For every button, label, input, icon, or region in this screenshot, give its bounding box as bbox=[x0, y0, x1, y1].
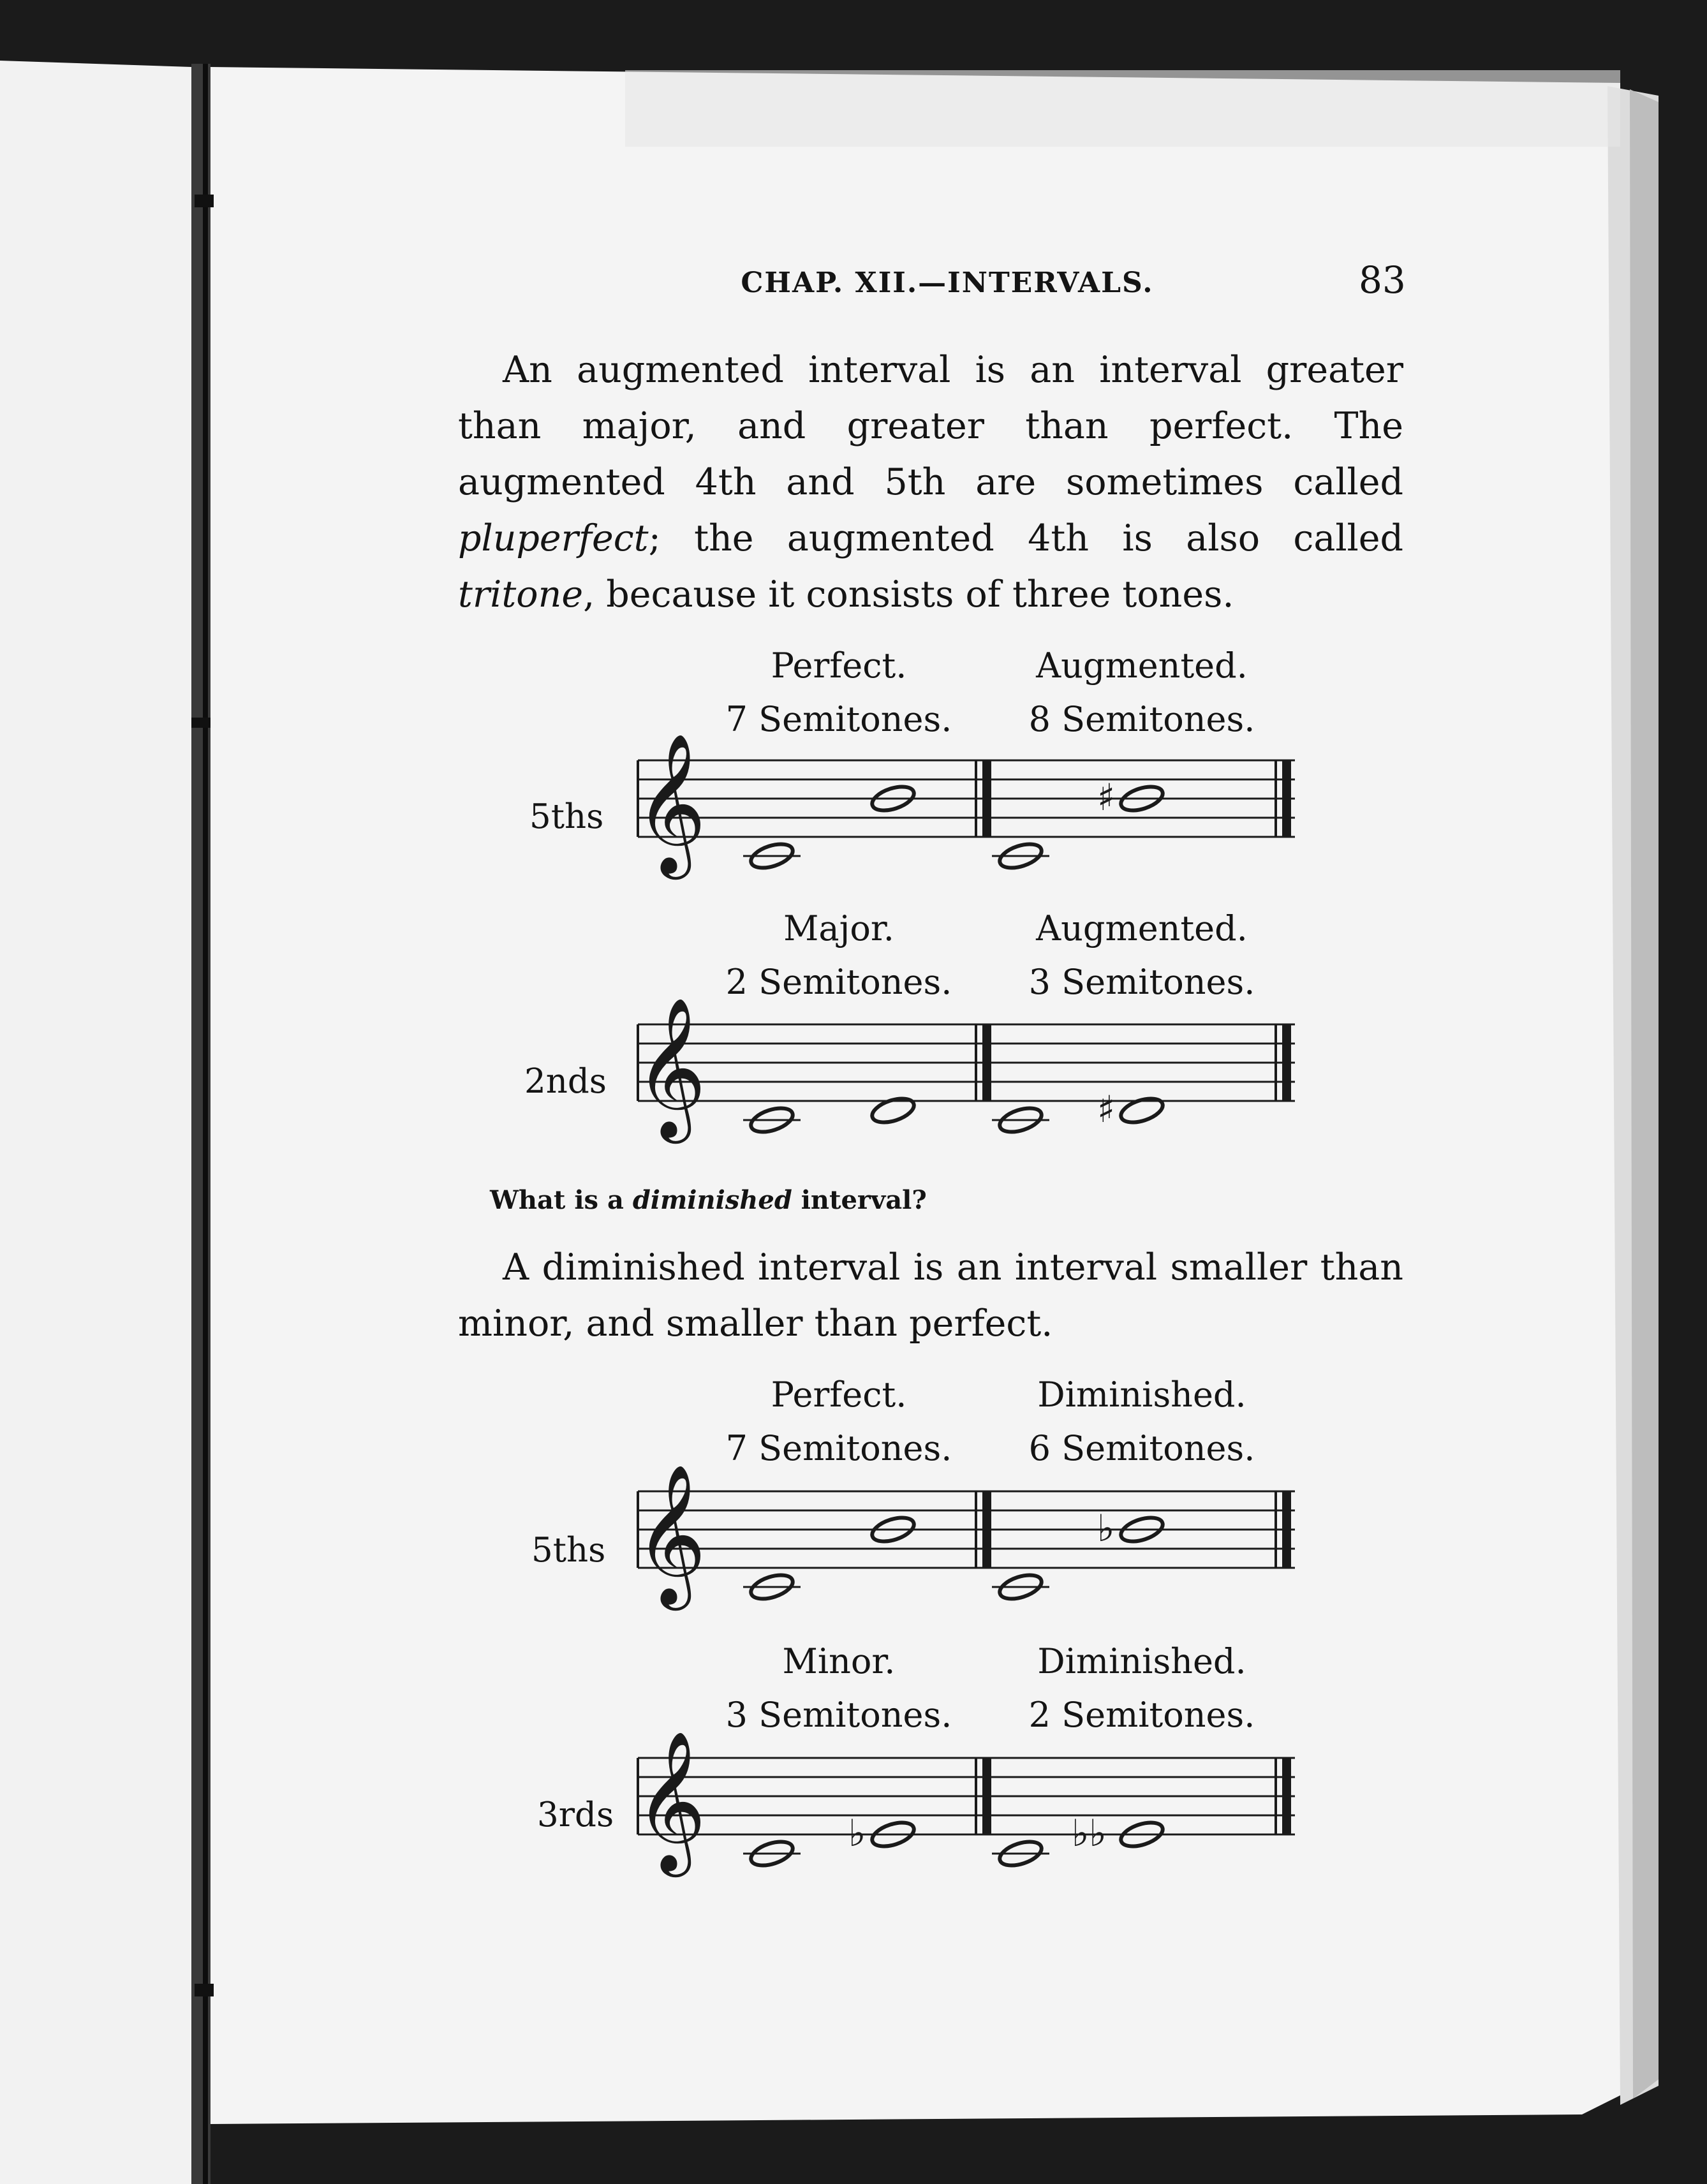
row-label: 3rds bbox=[537, 1796, 614, 1834]
whole-note bbox=[869, 1094, 917, 1126]
double-barline bbox=[982, 1491, 991, 1568]
accidental-icon: ♭♭ bbox=[1072, 1811, 1107, 1855]
interval-name: Diminished. bbox=[1037, 1641, 1246, 1681]
whole-note bbox=[1118, 1094, 1166, 1126]
interval-name: Minor. bbox=[782, 1641, 896, 1681]
double-barline bbox=[982, 1024, 991, 1101]
semitone-count: 3 Semitones. bbox=[725, 1695, 952, 1735]
semitone-count: 7 Semitones. bbox=[725, 1428, 952, 1468]
interval-name: Major. bbox=[783, 908, 894, 948]
accidental-icon: ♭ bbox=[1097, 1507, 1115, 1550]
question-text-post: interval? bbox=[792, 1185, 927, 1215]
accidental-icon: ♯ bbox=[1097, 1088, 1116, 1131]
semitone-count: 6 Semitones. bbox=[1028, 1428, 1255, 1468]
term-pluperfect: pluperfect bbox=[458, 517, 649, 559]
final-barline bbox=[1282, 1758, 1291, 1834]
double-barline bbox=[982, 760, 991, 837]
treble-clef-icon: 𝄞 bbox=[635, 1730, 707, 1871]
term-tritone: tritone bbox=[458, 573, 584, 616]
semitone-count: 2 Semitones. bbox=[725, 962, 952, 1002]
diminished-text: A diminished interval is an interval smaller than minor, and smaller than perfect. bbox=[458, 1246, 1403, 1345]
treble-clef-icon: 𝄞 bbox=[635, 996, 707, 1137]
double-barline bbox=[982, 1758, 991, 1834]
interval-name: Augmented. bbox=[1036, 908, 1248, 948]
music-staff bbox=[625, 1730, 1301, 1898]
final-barline bbox=[1282, 1491, 1291, 1568]
augmented-text-2: ; the augmented 4th is also called bbox=[648, 517, 1403, 559]
accidental-icon: ♯ bbox=[1097, 776, 1116, 819]
treble-clef-icon: 𝄞 bbox=[635, 732, 707, 873]
augmented-paragraph bbox=[458, 342, 1403, 623]
final-barline bbox=[1282, 1024, 1291, 1101]
interval-name: Augmented. bbox=[1036, 646, 1248, 686]
final-barline bbox=[1282, 760, 1291, 837]
accidental-icon: ♭ bbox=[848, 1811, 866, 1855]
semitone-count: 3 Semitones. bbox=[1028, 962, 1255, 1002]
music-staff bbox=[625, 1463, 1301, 1632]
music-staff bbox=[625, 996, 1301, 1165]
treble-clef-icon: 𝄞 bbox=[635, 1463, 707, 1604]
row-label: 5ths bbox=[529, 797, 604, 836]
interval-name: Perfect. bbox=[771, 646, 907, 686]
augmented-text-1: An augmented interval is an interval greater than major, and greater than perfect. The augmented 4th and 5th are sometimes called bbox=[458, 349, 1403, 503]
interval-name: Perfect. bbox=[771, 1375, 907, 1415]
row-label: 2nds bbox=[524, 1062, 607, 1101]
interval-name: Diminished. bbox=[1037, 1375, 1246, 1415]
music-staff bbox=[625, 732, 1301, 901]
question-heading bbox=[490, 1185, 927, 1215]
question-term: diminished bbox=[632, 1185, 792, 1215]
semitone-count: 8 Semitones. bbox=[1028, 699, 1255, 739]
semitone-count: 2 Semitones. bbox=[1028, 1695, 1255, 1735]
row-label: 5ths bbox=[531, 1531, 606, 1570]
augmented-text-3: , because it consists of three tones. bbox=[583, 573, 1234, 616]
diminished-paragraph bbox=[458, 1239, 1403, 1352]
page-number: 83 bbox=[1359, 258, 1406, 302]
semitone-count: 7 Semitones. bbox=[725, 699, 952, 739]
question-text-pre: What is a bbox=[490, 1185, 633, 1215]
running-header: CHAP. XII.—INTERVALS. bbox=[741, 267, 1154, 299]
